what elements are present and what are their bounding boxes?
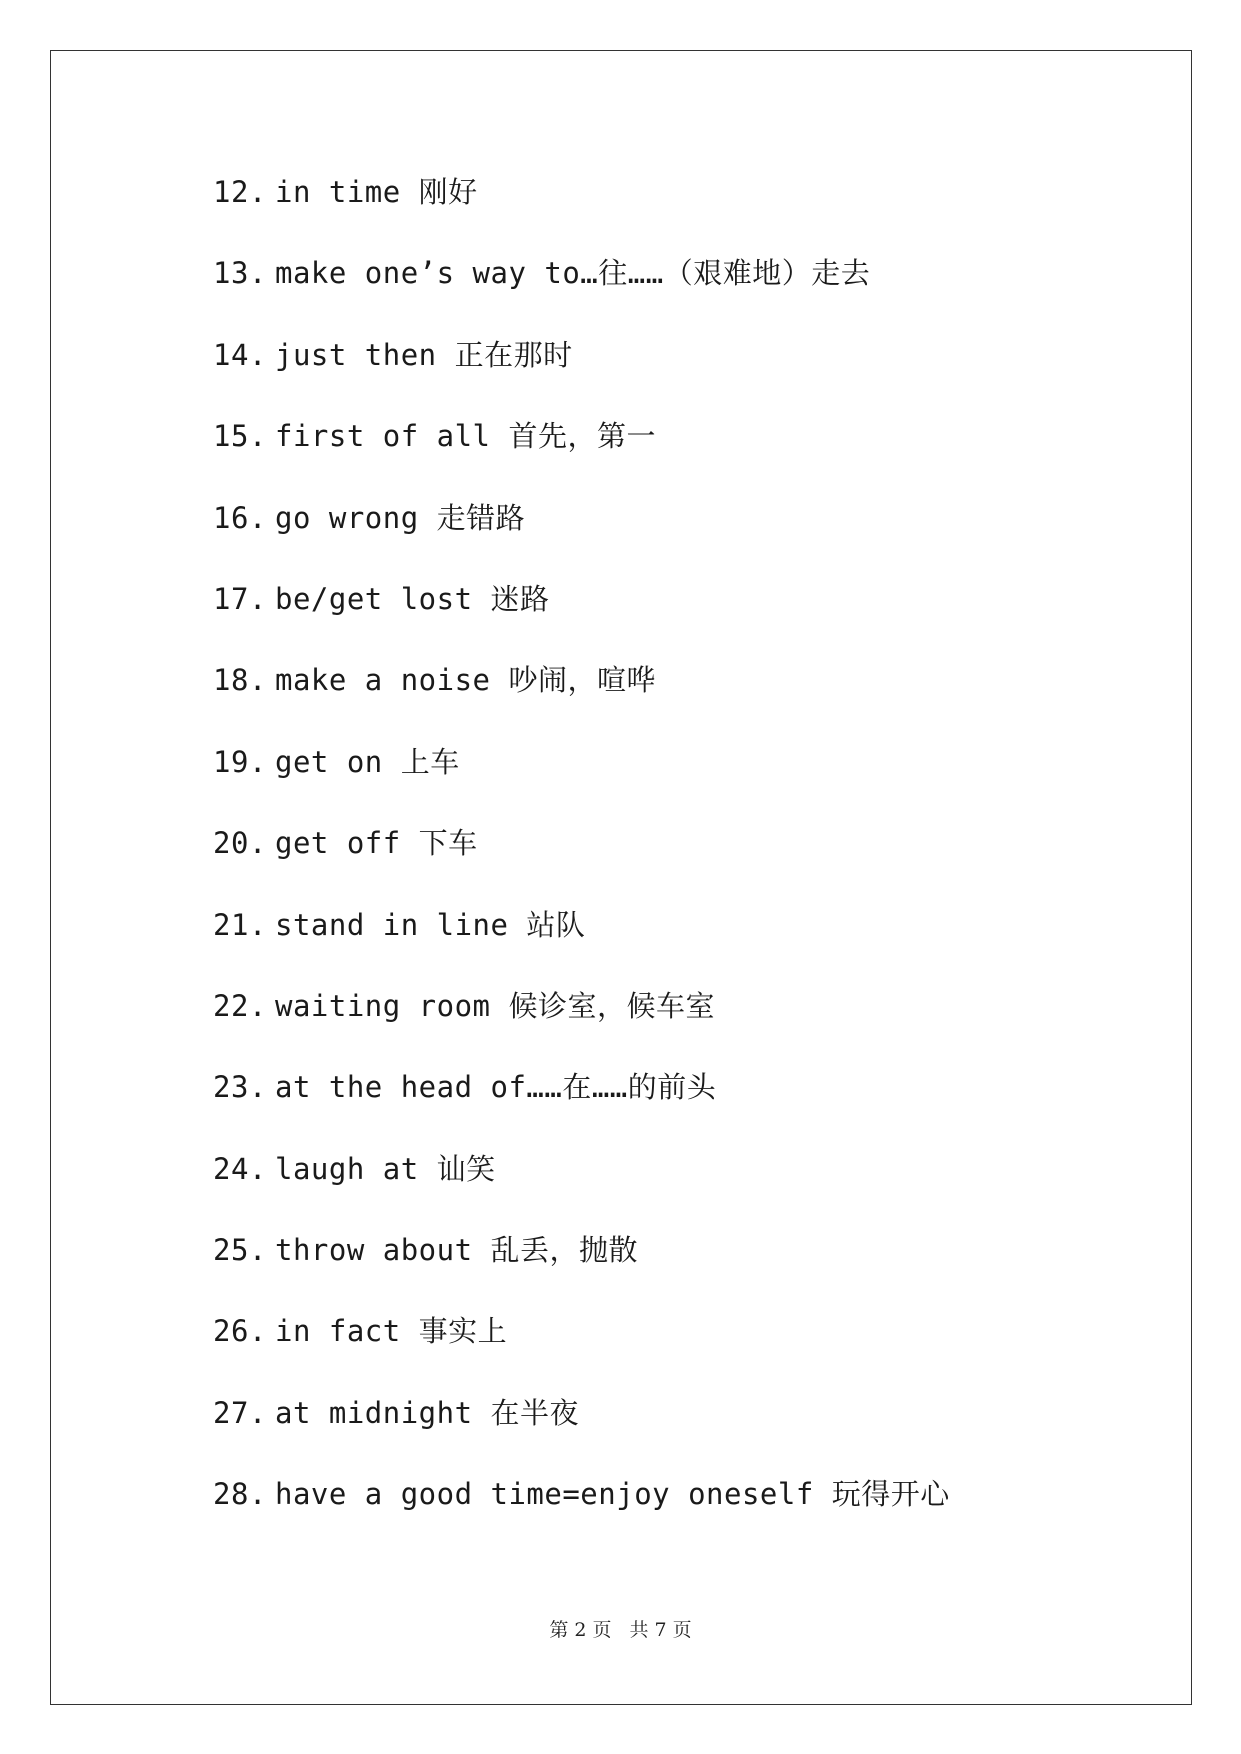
item-text: be/get lost 迷路	[275, 581, 550, 616]
list-item	[213, 1391, 950, 1472]
item-number: 24.	[213, 1151, 267, 1186]
item-text: in fact 事实上	[275, 1314, 508, 1349]
list-item	[213, 251, 950, 332]
list-item	[213, 903, 950, 984]
item-text: get on 上车	[275, 744, 460, 779]
list-item	[213, 414, 950, 495]
item-text: at the head of……在……的前头	[275, 1070, 717, 1105]
item-text: get off 下车	[275, 826, 478, 861]
page-footer	[0, 1615, 1241, 1642]
item-number: 28.	[213, 1477, 267, 1512]
item-number: 12.	[213, 175, 267, 209]
list-item	[213, 1065, 950, 1146]
item-text: just then 正在那时	[275, 337, 573, 372]
item-text: at midnight 在半夜	[275, 1395, 580, 1430]
item-number: 15.	[213, 419, 267, 454]
item-number: 25.	[213, 1233, 267, 1268]
item-text: go wrong 走错路	[275, 500, 526, 535]
item-number: 18.	[213, 663, 267, 698]
list-item	[213, 170, 950, 251]
item-text: throw about 乱丢，抛散	[275, 1233, 639, 1268]
page-total: 共 7 页	[629, 1619, 692, 1641]
list-item	[213, 333, 950, 414]
list-item	[213, 740, 950, 821]
list-item	[213, 1228, 950, 1309]
item-number: 13.	[213, 256, 267, 291]
item-number: 26.	[213, 1314, 267, 1349]
item-text: make one’s way to…往……（艰难地）走去	[275, 256, 871, 291]
list-item	[213, 1147, 950, 1228]
item-number: 16.	[213, 500, 267, 535]
list-item	[213, 496, 950, 577]
item-text: make a noise 吵闹，喧哗	[275, 663, 656, 698]
item-number: 20.	[213, 826, 267, 861]
list-item	[213, 984, 950, 1065]
item-number: 27.	[213, 1395, 267, 1430]
item-text: first of all 首先，第一	[275, 419, 656, 454]
page-number: 第 2 页	[549, 1619, 612, 1641]
item-number: 21.	[213, 907, 267, 942]
list-item	[213, 658, 950, 739]
item-number: 14.	[213, 337, 267, 372]
item-text: waiting room 候诊室，候车室	[275, 988, 715, 1023]
item-number: 22.	[213, 988, 267, 1023]
item-text: laugh at 讪笑	[275, 1151, 496, 1186]
list-item	[213, 821, 950, 902]
item-text: have a good time=enjoy oneself 玩得开心	[275, 1477, 950, 1512]
list-item	[213, 1309, 950, 1390]
item-text: in time 刚好	[275, 175, 478, 209]
vocabulary-list	[213, 170, 950, 1554]
list-item	[213, 1472, 950, 1553]
item-number: 19.	[213, 744, 267, 779]
item-number: 17.	[213, 581, 267, 616]
item-text: stand in line 站队	[275, 907, 586, 942]
item-number: 23.	[213, 1070, 267, 1105]
list-item	[213, 577, 950, 658]
